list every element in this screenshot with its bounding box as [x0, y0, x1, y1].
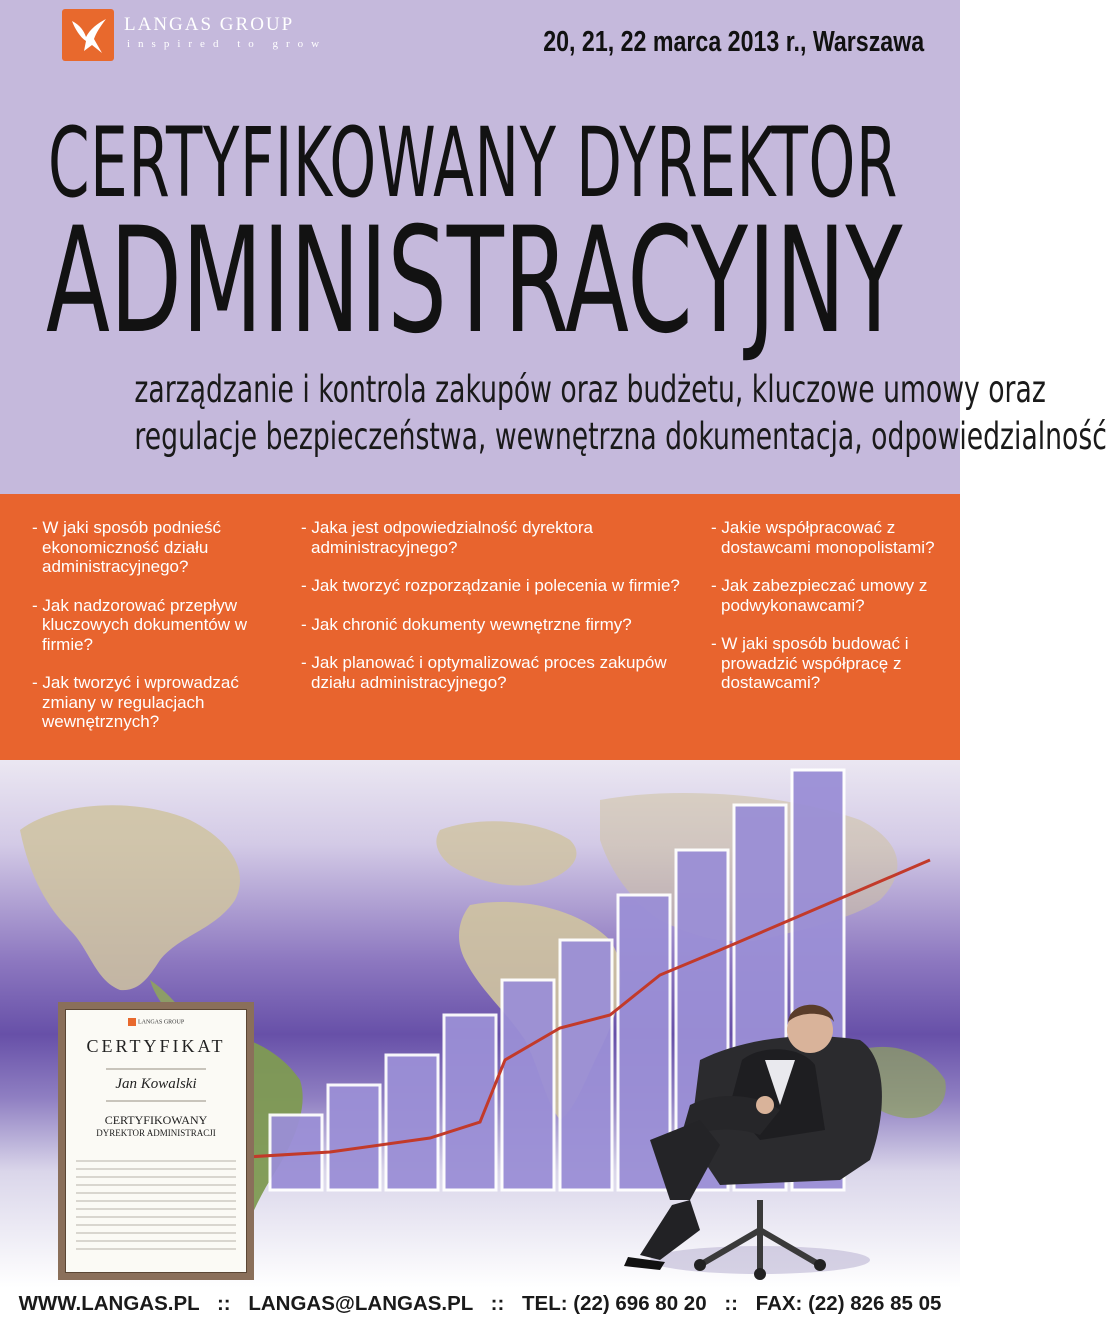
- certificate-text-line: [76, 1200, 236, 1202]
- question-item: - W jaki sposób budować i prowadzić współpracę z dostawcami?: [711, 634, 909, 692]
- bird-icon: [128, 1018, 136, 1026]
- separator: ::: [724, 1292, 738, 1315]
- certificate-text-line: [76, 1224, 236, 1226]
- contact-footer: [0, 1292, 960, 1316]
- bird-icon: [62, 9, 114, 61]
- question-item: - Jak tworzyć i wprowadzać zmiany w regulacjach wewnętrznych?: [32, 673, 239, 731]
- certificate-title-1: CERTYFIKOWANY: [104, 1113, 208, 1127]
- event-date: 20, 21, 22 marca 2013 r., Warszawa: [543, 26, 924, 58]
- chart-bar: [386, 1055, 438, 1190]
- certificate-divider: [106, 1068, 206, 1070]
- brand-logo: [62, 9, 114, 61]
- chart-bar: [560, 940, 612, 1190]
- certificate-text-line: [76, 1232, 236, 1234]
- certificate-text-line: [76, 1208, 236, 1210]
- question-item: - Jak nadzorować przepływ kluczowych dokumentów w firmie?: [32, 595, 248, 654]
- questions-column-1: [32, 518, 282, 751]
- certificate-image: [58, 1002, 254, 1280]
- certificate-logo-text: LANGAS GROUP: [138, 1019, 185, 1026]
- certificate-heading: CERTYFIKAT: [86, 1036, 226, 1056]
- certificate-name: Jan Kowalski: [115, 1076, 197, 1092]
- separator: ::: [490, 1292, 505, 1315]
- certificate-text-line: [76, 1176, 236, 1178]
- subtitle-line-2: regulacje bezpieczeństwa, wewnętrzna dokumentacja, odpowiedzialność: [134, 415, 1107, 458]
- certificate-text-line: [76, 1192, 236, 1194]
- brand-name: LANGAS GROUP: [124, 14, 295, 35]
- website-link[interactable]: WWW.LANGAS.PL: [18, 1292, 200, 1315]
- subtitle-line-1: zarządzanie i kontrola zakupów oraz budżetu, kluczowe umowy oraz: [134, 368, 1046, 411]
- question-item: - Jaka jest odpowiedzialność dyrektora administracyjnego?: [301, 518, 593, 557]
- illustration-section: [0, 760, 960, 1288]
- title-line-2: ADMINISTRACYJNY: [46, 196, 903, 366]
- certificate-divider: [106, 1100, 206, 1102]
- brand-tagline: inspired to grow: [127, 38, 328, 50]
- title-line-1: CERTYFIKOWANY DYREKTOR: [48, 107, 898, 219]
- certificate-title-2: DYREKTOR ADMINISTRACJI: [96, 1128, 216, 1138]
- map-europe: [436, 821, 576, 885]
- questions-band: [0, 494, 960, 760]
- certificate-text-line: [76, 1216, 236, 1218]
- certificate-text-line: [76, 1184, 236, 1186]
- chart-bar: [328, 1085, 380, 1190]
- certificate-text-line: [76, 1168, 236, 1170]
- phone-number: TEL: (22) 696 80 20: [522, 1292, 707, 1315]
- question-item: - Jak zabezpieczać umowy z podwykonawcami?: [711, 576, 928, 615]
- certificate-text-line: [76, 1240, 236, 1242]
- certificate-logo: [128, 1018, 184, 1026]
- question-item: - Jak tworzyć rozporządzanie i polecenia w firmie?: [301, 576, 680, 595]
- questions-column-2: [301, 518, 701, 711]
- email-link[interactable]: LANGAS@LANGAS.PL: [248, 1292, 473, 1315]
- certificate-text-line: [76, 1248, 236, 1250]
- certificate-text-line: [76, 1160, 236, 1162]
- question-item: - W jaki sposób podnieść ekonomiczność działu administracyjnego?: [32, 518, 221, 576]
- chart-bar: [502, 980, 554, 1190]
- question-item: - Jak chronić dokumenty wewnętrzne firmy?: [301, 614, 632, 634]
- header-section: [0, 0, 1107, 494]
- question-item: - Jak planować i optymalizować proces zakupów działu administracyjnego?: [301, 653, 667, 692]
- fax-number: FAX: (22) 826 85 05: [755, 1292, 942, 1315]
- separator: ::: [216, 1292, 231, 1315]
- questions-column-3: [711, 518, 951, 712]
- certificate-paper: [65, 1009, 247, 1273]
- map-north-america: [20, 805, 240, 990]
- question-item: - Jakie współpracować z dostawcami monopolistami?: [711, 518, 935, 557]
